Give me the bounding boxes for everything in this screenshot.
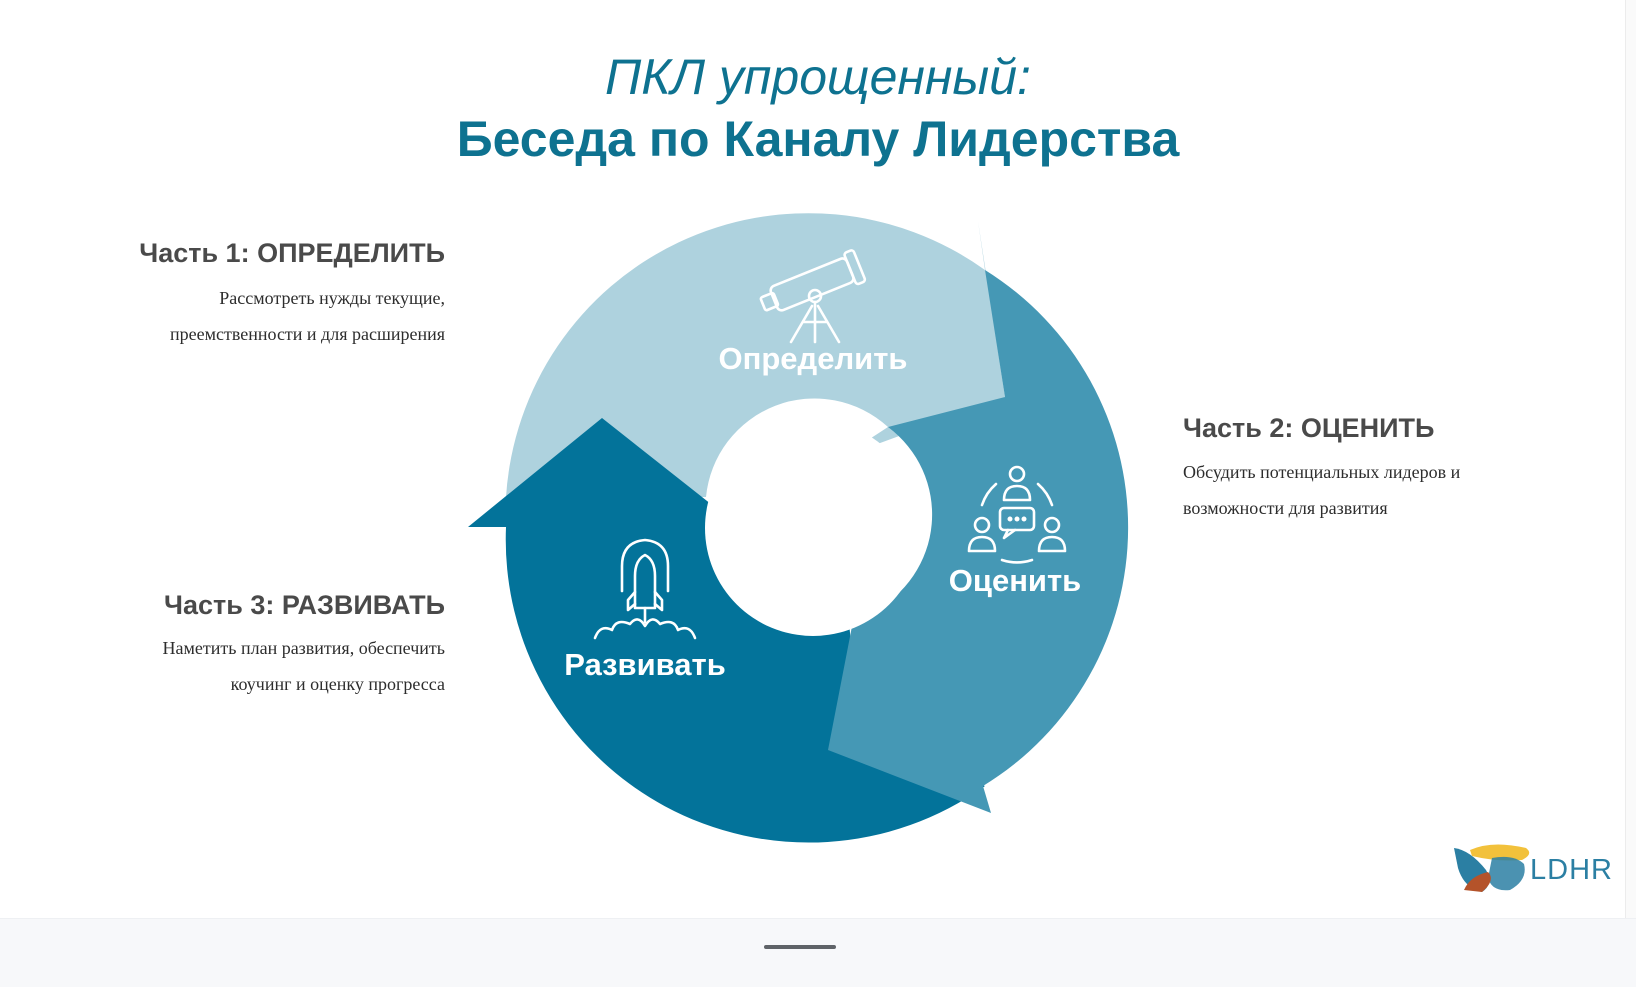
part-3-text-line-2: коучинг и оценку прогресса: [230, 674, 445, 694]
part-2-heading: Часть 2: ОЦЕНИТЬ: [1183, 413, 1435, 443]
part-2-text-line-1: Обсудить потенциальных лидеров и: [1183, 462, 1461, 482]
part-3-text-line-1: Наметить план развития, обеспечить: [162, 638, 445, 658]
segment-define-label: Определить: [718, 341, 908, 376]
logo-text: LDHR: [1530, 854, 1613, 886]
part-1-heading: Часть 1: ОПРЕДЕЛИТЬ: [139, 238, 445, 268]
part-1-text-line-1: Рассмотреть нужды текущие,: [219, 288, 445, 308]
bottom-panel: [0, 918, 1636, 987]
part-1-text-line-2: преемственности и для расширения: [169, 324, 445, 344]
drag-handle[interactable]: [764, 945, 836, 949]
segment-develop-label: Развивать: [564, 647, 726, 682]
page-title: Беседа по Каналу Лидерства: [456, 111, 1180, 167]
scrollbar[interactable]: [1625, 0, 1636, 918]
segment-assess-label: Оценить: [948, 563, 1082, 598]
part-3-heading: Часть 3: РАЗВИВАТЬ: [164, 590, 445, 620]
part-2-text-line-2: возможности для развития: [1183, 498, 1388, 518]
title-subtitle: ПКЛ упрощенный:: [605, 49, 1031, 105]
